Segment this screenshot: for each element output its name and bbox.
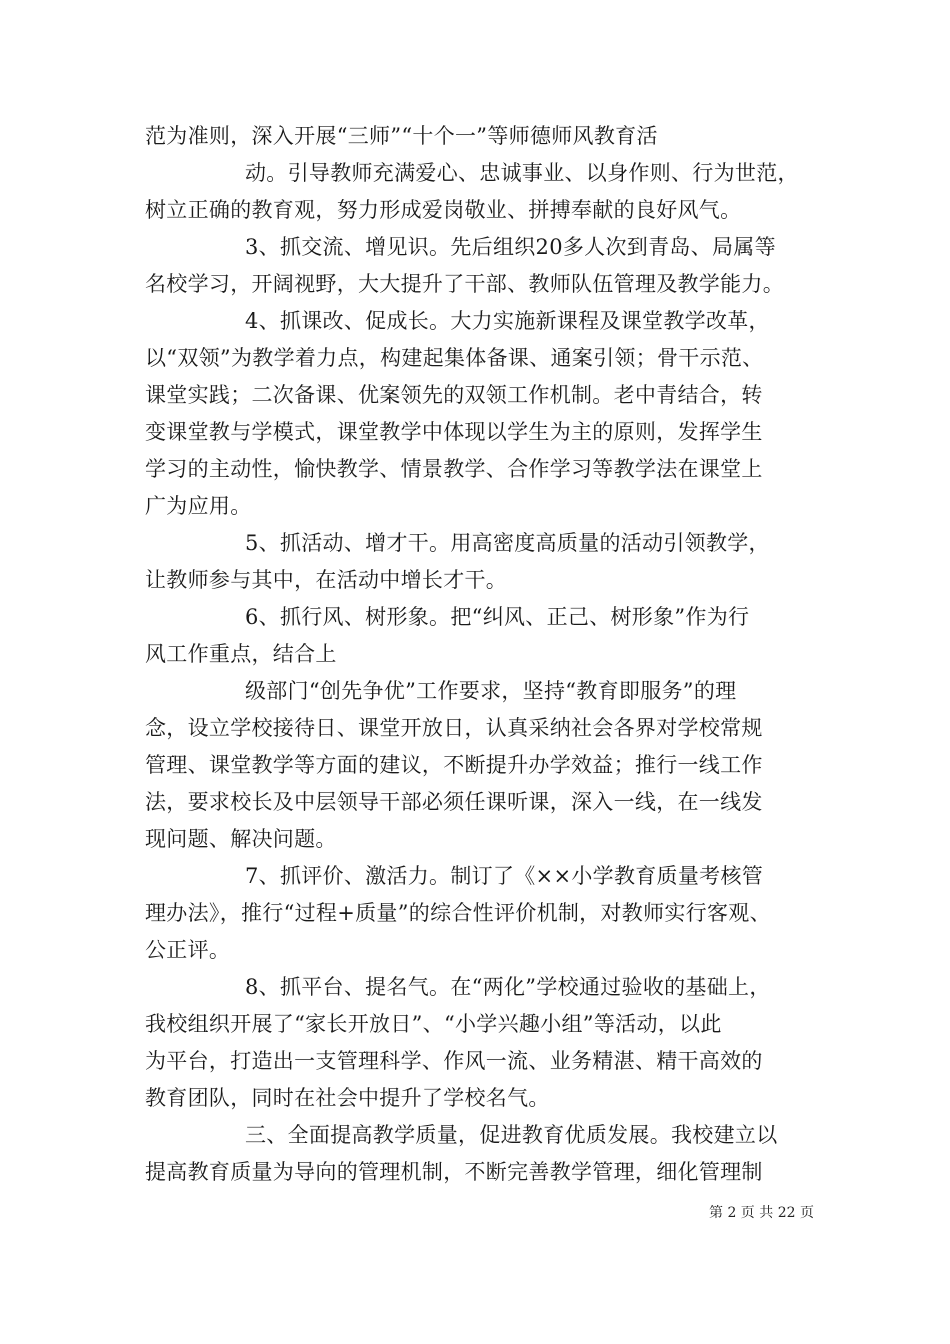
text-line: 6、抓行风、树形象。把“纠风、正己、树形象”作为行 <box>245 605 750 629</box>
text-line: 名校学习，开阔视野，大大提升了干部、教师队伍管理及教学能力。 <box>145 272 784 296</box>
text-line: 风工作重点，结合上 <box>145 642 337 666</box>
text-line: 7、抓评价、激活力。制订了《××小学教育质量考核管 <box>245 864 764 888</box>
text-line: 级部门“创先争优”工作要求，坚持“教育即服务”的理 <box>245 679 737 703</box>
text-line: 4、抓课改、促成长。大力实施新课程及课堂教学改革， <box>245 309 770 333</box>
text-line: 我校组织开展了“家长开放日”、“小学兴趣小组”等活动，以此 <box>145 1012 722 1036</box>
text-line: 广为应用。 <box>145 494 252 518</box>
text-line: 3、抓交流、增见识。先后组织20多人次到青岛、局属等 <box>245 235 776 259</box>
text-line: 念，设立学校接待日、课堂开放日，认真采纳社会各界对学校常规 <box>145 716 763 740</box>
text-line: 树立正确的教育观，努力形成爱岗敬业、拼搏奉献的良好风气。 <box>145 198 742 222</box>
text-line: 以“双领”为教学着力点，构建起集体备课、通案引领；骨干示范、 <box>145 346 764 370</box>
document-body <box>145 118 825 1191</box>
text-line: 8、抓平台、提名气。在“两化”学校通过验收的基础上， <box>245 975 771 999</box>
text-line: 法，要求校长及中层领导干部必须任课听课，深入一线，在一线发 <box>145 790 763 814</box>
text-line: 课堂实践；二次备课、优案领先的双领工作机制。老中青结合，转 <box>145 383 763 407</box>
text-line: 让教师参与其中，在活动中增长才干。 <box>145 568 508 592</box>
page-number-footer: 第 2 页 共 22 页 <box>709 1205 814 1221</box>
text-line: 理办法》，推行“过程+质量”的综合性评价机制，对教师实行客观、 <box>145 901 771 925</box>
text-line: 现问题、解决问题。 <box>145 827 337 851</box>
text-line: 三、全面提高教学质量，促进教育优质发展。我校建立以 <box>245 1123 778 1147</box>
text-line: 动。引导教师充满爱心、忠诚事业、以身作则、行为世范， <box>245 161 799 185</box>
text-line: 提高教育质量为导向的管理机制，不断完善教学管理，细化管理制 <box>145 1160 763 1184</box>
text-line: 范为准则，深入开展“三师”“十个一”等师德师风教育活 <box>145 124 658 148</box>
text-line: 变课堂教与学模式，课堂教学中体现以学生为主的原则，发挥学生 <box>145 420 763 444</box>
text-line: 学习的主动性，愉快教学、情景教学、合作学习等教学法在课堂上 <box>145 457 763 481</box>
text-line: 5、抓活动、增才干。用高密度高质量的活动引领教学， <box>245 531 770 555</box>
text-line: 公正评。 <box>145 938 231 962</box>
text-line: 为平台，打造出一支管理科学、作风一流、业务精湛、精干高效的 <box>145 1049 763 1073</box>
text-line: 管理、课堂教学等方面的建议，不断提升办学效益；推行一线工作 <box>145 753 763 777</box>
text-line: 教育团队，同时在社会中提升了学校名气。 <box>145 1086 550 1110</box>
